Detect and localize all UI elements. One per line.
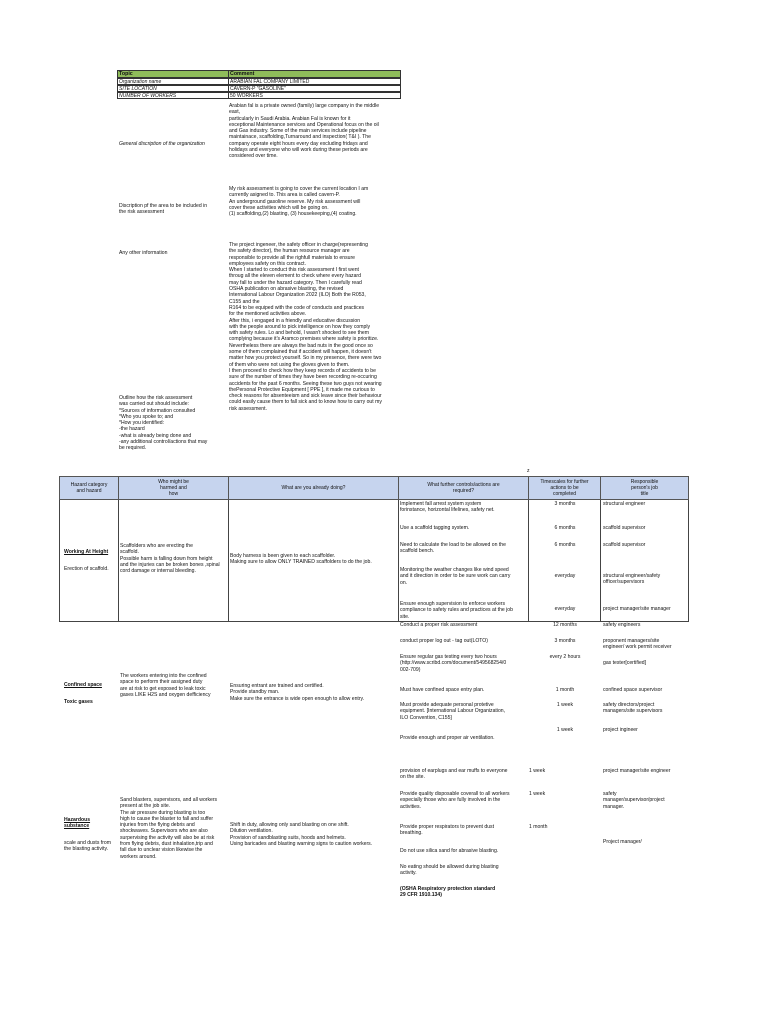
height-time: everyday [554, 573, 576, 579]
grid-line [118, 500, 119, 621]
topic-header: Topic [117, 70, 229, 78]
height-action: Monitoring the weather changes like wind speed and it direction in order to be sure work can carry on. [400, 567, 511, 586]
confined-time: 12 months [553, 622, 577, 628]
org-name-label: Organization name [117, 78, 229, 85]
confined-resp: safety directors/project managers/site supervisors [603, 702, 663, 715]
height-hazard: Erection of scaffold. [64, 566, 109, 572]
confined-time: 1 week [556, 727, 574, 733]
confined-time: 1 month [555, 687, 575, 693]
height-time: 6 months [554, 542, 576, 548]
site-location-value: CAVERN-P "GASOLINE" [228, 85, 401, 92]
confined-resp: confined space supervisor [603, 687, 663, 693]
confined-category: Confined space [64, 682, 102, 688]
general-description-text: Arabian fal is a private owned (family) large company in the middle east, particularly in Saudi Arabia. Arabian Fal is known for it exceptional Maintenance services and Operational focus on the oil and Gas industry. Some of the main services include pipeline maintainace, scaffolding,Turnaround and inspection( T&I ). The company operate eight hours every day excluding fridays and holidays and everyone who will work during these periods are considered over time. [229, 103, 380, 160]
site-location-label: SITE LOCATION [117, 85, 229, 92]
hazardous-time: 1 week [529, 791, 546, 797]
hazardous-action: Do not use silica sand for abrasive blasting. [400, 848, 499, 854]
confined-action: Must have confined space entry plan. [400, 687, 485, 693]
confined-time: 1 week [556, 702, 574, 708]
height-resp: structural engineer/safety officer/supervisors [603, 573, 661, 586]
org-name-value: ARABIAN FAL COMPANY LIMITED [228, 78, 401, 85]
outline-label: Outline how the risk assessment was carried out should include: *Sources of information consulted *Who you spoke to; and *How you identified: -the hazard -what is already being done and -any additional control/actions that may be required. [119, 395, 208, 452]
general-description-label: General discription of the organization [119, 141, 205, 147]
confined-hazard: Toxic gases [64, 699, 93, 705]
confined-action: Conduct a proper risk assessment [400, 622, 478, 628]
height-time: 6 months [554, 525, 576, 531]
height-action: Use a scaffold tagging system. [400, 525, 470, 531]
height-action: Need to calculate the load to be allowed on the scaffold bench. [400, 542, 506, 555]
hazardous-action: Provide quality disposable coverall to all workers especially those who are fully involved in the activities. [400, 791, 510, 810]
hazardous-resp: Project manager/ [603, 839, 642, 845]
height-resp: scaffold supervisor [603, 542, 646, 548]
hazardous-time: 1 month [529, 824, 548, 830]
col-who-harmed: Who might be harmed and how [118, 476, 229, 500]
height-action: Implement fall arrest system system forinstance, horizontal lifelines, safety net. [400, 501, 495, 514]
confined-time: 3 months [554, 638, 576, 644]
col-timescales: Timescales for further actions to be completed [528, 476, 601, 500]
other-info-text: The project ingeneer, the safety officer in charge(representing the safety director), the human resource manager are responsible to provide all the righfull materials to ensure employees safety on this contract. When I started to conduct this risk assessment I first went throug all the eleven element to check where every hazard may fall to under the hazard category. Then I carefully read OSHA publication on abrasive blasting, the revised International Labour Organization 2022 (ILO) Both the R053, C155 and the R164 to be equiped with the code of conducts and practices for the mentioned activities above. After this, i engaged in a friendly and educative discussion with the people around to pick intelligence on how they comply with safety rules. Lo and behold, I wasn't shocked to see them complying because it's Aramco premises where safety is prioritize. Nevertheless there are always the bad nuts in the good once so some of them complained that if accident will happen, it doesn't matter how you protect yourself. So in my presence, there were two of them who were not using the gloves given to them. I then proceed to check how they keep records of accidents to be sure of the number of times they have been recording re-occuring accidents for the past 6 months. Seeing these two guys not wearing thePersonal Protective Equipment [ PPE ], it made me curious to check reasons for absenteeism and sick leave since their behaviour could easily cause them to fall sick and to know how to carry out my risk assessment. [229, 242, 382, 412]
height-category: Working At Height [64, 549, 109, 555]
height-doing: Body harness is been given to each scaffolder. Making sure to allow ONLY TRAINED scaffolders to do the job. [230, 553, 372, 566]
hazardous-hazard: scale and dusts from the blasting activity. [64, 840, 111, 853]
area-description-label: Discription pf the area to be included in the risk assessment [119, 203, 208, 216]
grid-line [398, 500, 399, 621]
comment-header: Comment [228, 70, 401, 78]
col-responsible: Responsible person's job title [600, 476, 689, 500]
height-resp: structural engineer [603, 501, 646, 507]
hazardous-action: No eating should be allowed during blasting activity. [400, 864, 499, 877]
hazardous-category: Hazardous substance [64, 817, 91, 830]
col-hazard-category: Hazard category and hazard [59, 476, 119, 500]
confined-action: Provide enough and proper air ventilation. [400, 735, 495, 741]
height-who: Scaffolders who are erecting the scaffold. Possible harm is falling down from height and the injuries can be broken bones ,spinal cord damage or internal bleeding. [120, 543, 220, 575]
grid-line [528, 500, 529, 621]
hazardous-who: Sand blasters, supervisors, and all workers present at the job site. The air pressure during blasting is too high to cause the blaster to fall and suffer injuries from the flying debris and shockwaves. Supervisors who are also surpervising the activity will also be at risk from flying debris, dust inhalation,trip and fall due to unclear vision likewise the workers around. [120, 797, 218, 860]
confined-time: every 2 hours [549, 654, 581, 660]
confined-action: Must provide adequate personal protetive equipment. [International Labour Organization, ILO Convention, C155] [400, 702, 506, 721]
workers-label: NUMBER OF WORKERS [117, 92, 229, 99]
grid-line [600, 500, 601, 621]
height-resp: project manager/site manager [603, 606, 671, 612]
confined-resp: gas tester[certified] [603, 660, 647, 666]
confined-action: Ensure regular gas testing every two hours (http://www.scribd.com/document/549568254/0 002-709) [400, 654, 507, 673]
osha-standard-note: (OSHA Respiratory protection standard 29 CFR 1910.134) [400, 886, 496, 899]
hazardous-action: provision of earplugs and ear muffs to everyone on the site. [400, 768, 508, 781]
height-action: Ensure enough supervision to enforce workers compliance to safety rules and practices at the job site. [400, 601, 513, 620]
confined-who: The workers entering into the confined space to perform their assigned duty are at risk to get exposed to leak toxic gases LIKE H2S and oxygen defficiency [120, 673, 211, 698]
col-further-controls: What further controls/actions are required? [398, 476, 529, 500]
confined-resp: safety engineers [603, 622, 641, 628]
grid-line [228, 500, 229, 621]
hazardous-action: Provide proper respirators to prevent dust breathing. [400, 824, 494, 837]
confined-resp: project ingineer [603, 727, 638, 733]
hazardous-time: 1 week [529, 768, 546, 774]
col-already-doing: What are you already doing? [228, 476, 399, 500]
stray-mark: z [527, 468, 530, 474]
area-description-text: My risk assessment is going to cover the current location I am currently asigned to. This area is called cavern-P. An underground gasoline reserve. My risk assessment will cover these activities which will be going on. (1) scaffolding,(2) blasting, (3) housekeeping,(4) coating. [229, 186, 369, 218]
height-resp: scaffold supervisor [603, 525, 646, 531]
hazardous-resp: safety manager/supervisor/project manager. [603, 791, 665, 810]
workers-value: 50 WORKERS [228, 92, 401, 99]
confined-resp: proponent managers/site engineer/ work permit receiver [603, 638, 672, 651]
confined-doing: Ensuring entrant are trained and certified. Provide standby man. Make sure the entrance is wide open enough to allow entry. [230, 683, 365, 702]
confined-action: conduct proper log out - tag out(LOTO) [400, 638, 488, 644]
height-time: 3 months [554, 501, 576, 507]
height-time: everyday [554, 606, 576, 612]
grid-line [688, 500, 689, 621]
hazardous-doing: Shift in duty, allowing only sand blasting on one shift. Dilution ventilation. Provision of sandblasting suits, hoods and helmets. Using baricades and blasting warning signs to caution workers. [230, 822, 373, 847]
other-info-label: Any other information [119, 250, 168, 256]
grid-line [59, 500, 60, 621]
hazardous-resp: project manager/site engineer [603, 768, 671, 774]
